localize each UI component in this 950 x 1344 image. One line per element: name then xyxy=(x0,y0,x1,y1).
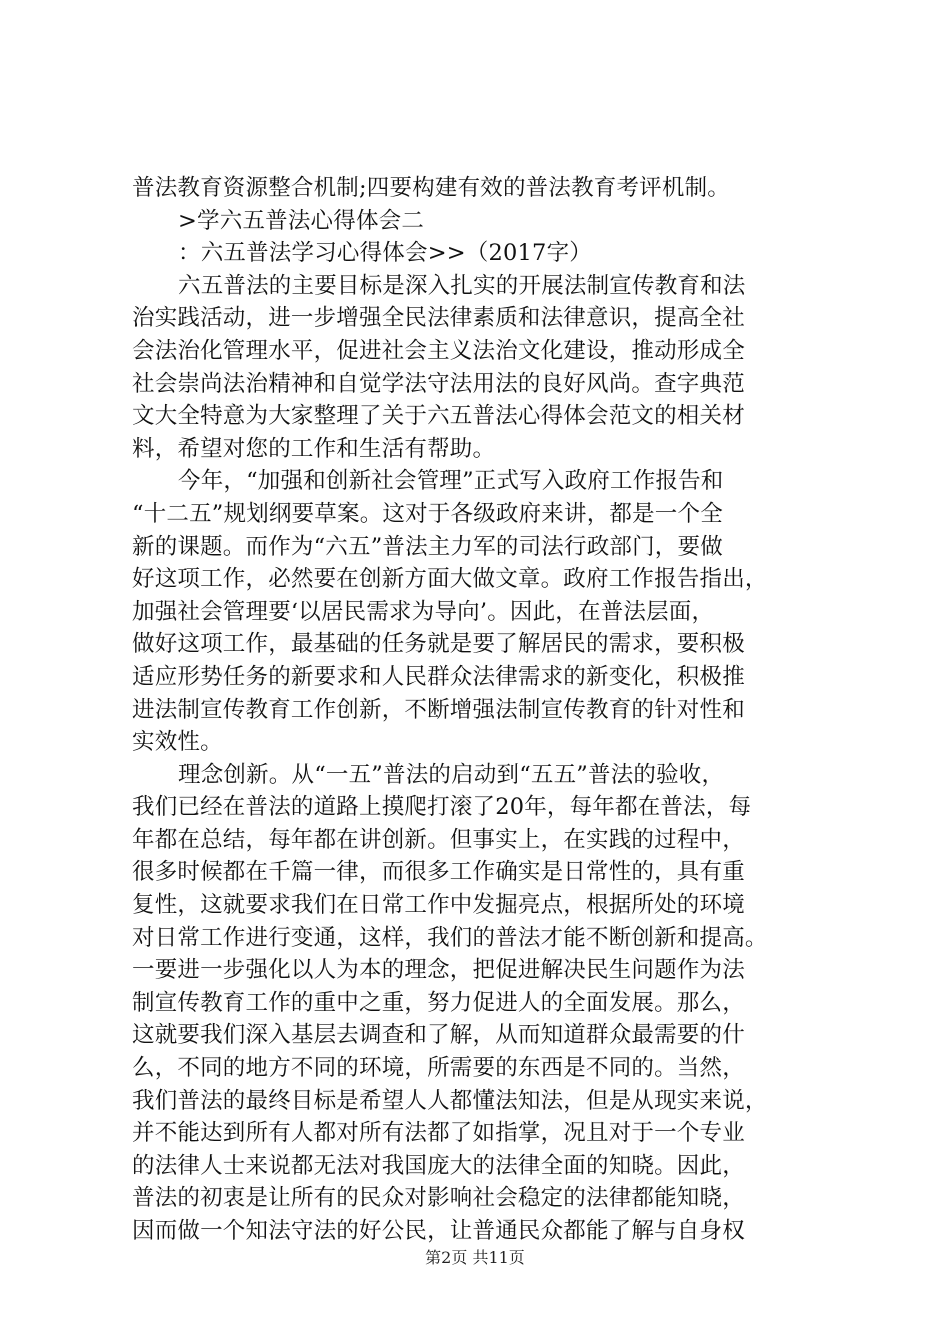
page-footer: 第2页 共11页 xyxy=(425,1248,525,1267)
text-line: 的法律人士来说都无法对我国庞大的法律全面的知晓。因此， xyxy=(132,1152,745,1179)
text-line: 复性，这就要求我们在日常工作中发掘亮点，根据所处的环境 xyxy=(132,892,745,919)
text-line: “十二五”规划纲要草案。这对于各级政府来讲，都是一个全 xyxy=(132,500,723,527)
text-line: 文大全特意为大家整理了关于六五普法心得体会范文的相关材 xyxy=(132,403,745,430)
text-line: 普法教育资源整合机制;四要构建有效的普法教育考评机制。 xyxy=(132,175,730,201)
text-line: 很多时候都在千篇一律，而很多工作确实是日常性的，具有重 xyxy=(132,859,745,886)
text-line: 么，不同的地方不同的环境，所需要的东西是不同的。当然， xyxy=(132,1055,745,1082)
text-line: 实效性。 xyxy=(132,729,223,756)
text-line: 对日常工作进行变通，这样，我们的普法才能不断创新和提高。 xyxy=(132,924,768,951)
document-body xyxy=(132,172,832,1248)
text-line: 加强社会管理要‘以居民需求为导向’。因此，在普法层面， xyxy=(132,598,715,625)
text-line: 新的课题。而作为“六五”普法主力军的司法行政部门，要做 xyxy=(132,533,723,560)
text-line: 我们普法的最终目标是希望人人都懂法知法，但是从现实来说， xyxy=(132,1087,768,1114)
text-line: 今年，“加强和创新社会管理”正式写入政府工作报告和 xyxy=(178,468,724,495)
text-line: 一要进一步强化以人为本的理念，把促进解决民生问题作为法 xyxy=(132,957,745,984)
text-line: 料，希望对您的工作和生活有帮助。 xyxy=(132,435,496,462)
text-line: 进法制宣传教育工作创新，不断增强法制宣传教育的针对性和 xyxy=(132,696,745,723)
text-line: 做好这项工作，最基础的任务就是要了解居民的需求，要积极 xyxy=(132,631,745,658)
text-line: 六五普法的主要目标是深入扎实的开展法制宣传教育和法 xyxy=(178,272,746,299)
text-line: 理念创新。从“一五”普法的启动到“五五”普法的验收， xyxy=(178,761,725,788)
text-line: ：六五普法学习心得体会>>（2017字） xyxy=(178,240,592,267)
text-line: 这就要我们深入基层去调查和了解，从而知道群众最需要的什 xyxy=(132,1022,745,1049)
text-line: 治实践活动，进一步增强全民法律素质和法律意识，提高全社 xyxy=(132,305,745,332)
text-line: 因而做一个知法守法的好公民，让普通民众都能了解与自身权 xyxy=(132,1218,745,1244)
text-line: 我们已经在普法的道路上摸爬打滚了20年，每年都在普法，每 xyxy=(132,794,752,821)
text-line: 会法治化管理水平，促进社会主义法治文化建设，推动形成全 xyxy=(132,337,745,364)
text-line: 好这项工作，必然要在创新方面大做文章。政府工作报告指出， xyxy=(132,566,768,593)
text-line: >学六五普法心得体会二 xyxy=(178,207,425,234)
text-line: 社会崇尚法治精神和自觉学法守法用法的良好风尚。查字典范 xyxy=(132,370,745,397)
text-line: 制宣传教育工作的重中之重，努力促进人的全面发展。那么， xyxy=(132,989,745,1016)
text-line: 年都在总结，每年都在讲创新。但事实上，在实践的过程中， xyxy=(132,826,745,853)
text-line: 适应形势任务的新要求和人民群众法律需求的新变化，积极推 xyxy=(132,663,745,690)
text-line: 普法的初衷是让所有的民众对影响社会稳定的法律都能知晓， xyxy=(132,1185,745,1212)
text-line: 并不能达到所有人都对所有法都了如指掌，况且对于一个专业 xyxy=(132,1120,745,1147)
